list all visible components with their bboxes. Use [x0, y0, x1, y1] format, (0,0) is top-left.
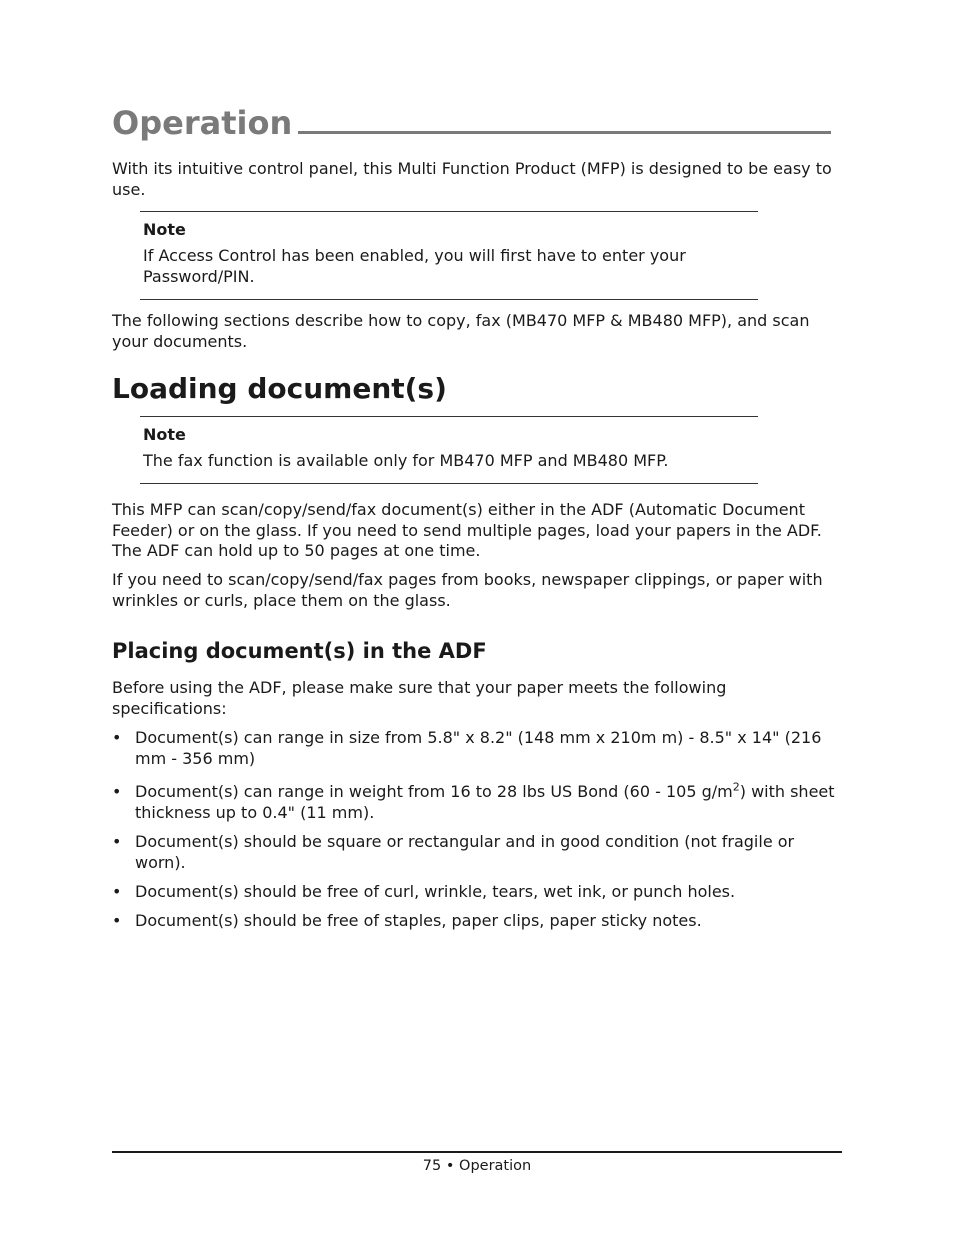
- list-item: [112, 882, 842, 903]
- bullet-icon: •: [112, 911, 122, 930]
- note-body: The fax function is available only for MB470 MFP and MB480 MFP.: [143, 451, 669, 470]
- list-item: [112, 728, 842, 769]
- bullet-icon: •: [112, 882, 122, 901]
- loading-paragraph-glass: If you need to scan/copy/send/fax pages from books, newspaper clippings, or paper with wrinkles or curls, place them on the glass.: [112, 570, 823, 610]
- page-number: 75: [422, 1158, 442, 1174]
- superscript: 2: [732, 780, 740, 794]
- adf-intro-paragraph: Before using the ADF, please make sure that your paper meets the following specifications:: [112, 678, 727, 718]
- heading-rule: [298, 103, 831, 134]
- note-title: Note: [143, 425, 186, 444]
- list-item-text: Document(s) should be free of curl, wrinkle, tears, wet ink, or punch holes.: [135, 882, 736, 901]
- bullet-icon: •: [112, 728, 122, 747]
- list-item-text-part: Document(s) can range in weight from 16 to 28 lbs US Bond (60 - 105 g/m: [135, 782, 733, 801]
- list-item: [112, 782, 842, 823]
- section-heading-loading: Loading document(s): [112, 372, 447, 405]
- page-footer: [112, 1157, 842, 1175]
- note-box-fax: [140, 416, 758, 484]
- page-heading-text: Operation: [112, 104, 293, 142]
- list-item-text: Document(s) can range in size from 5.8" x 8.2" (148 mm x 210m m) - 8.5" x 14" (216 mm - 356 mm): [135, 728, 822, 768]
- bullet-icon: •: [112, 782, 122, 801]
- list-item-text: Document(s) should be free of staples, paper clips, paper sticky notes.: [135, 911, 702, 930]
- subsection-heading-adf: Placing document(s) in the ADF: [112, 639, 487, 663]
- list-item-text: [135, 782, 842, 823]
- list-item: [112, 911, 842, 932]
- note-title: Note: [143, 220, 186, 239]
- note-box-access-control: [140, 211, 758, 300]
- intro-paragraph: With its intuitive control panel, this Multi Function Product (MFP) is designed to be easy to use.: [112, 159, 832, 199]
- loading-paragraph-adf: This MFP can scan/copy/send/fax document(s) either in the ADF (Automatic Document Feeder) or on the glass. If you need to send multiple pages, load your papers in the ADF. The ADF can hold up to 50 pages at one time.: [112, 500, 822, 560]
- note-body: If Access Control has been enabled, you will first have to enter your Password/PIN.: [143, 246, 686, 286]
- list-item: [112, 832, 842, 873]
- list-item-text-part: ) with sheet thickness up to 0.4" (11 mm).: [135, 782, 835, 822]
- list-item-text: Document(s) should be square or rectangular and in good condition (not fragile or worn).: [135, 832, 795, 872]
- footer-section-title: Operation: [459, 1158, 532, 1174]
- footer-separator: •: [445, 1158, 455, 1174]
- page-heading: [112, 100, 831, 146]
- footer-rule: [112, 1151, 842, 1153]
- sections-paragraph: The following sections describe how to copy, fax (MB470 MFP & MB480 MFP), and scan your documents.: [112, 311, 810, 351]
- bullet-icon: •: [112, 832, 122, 851]
